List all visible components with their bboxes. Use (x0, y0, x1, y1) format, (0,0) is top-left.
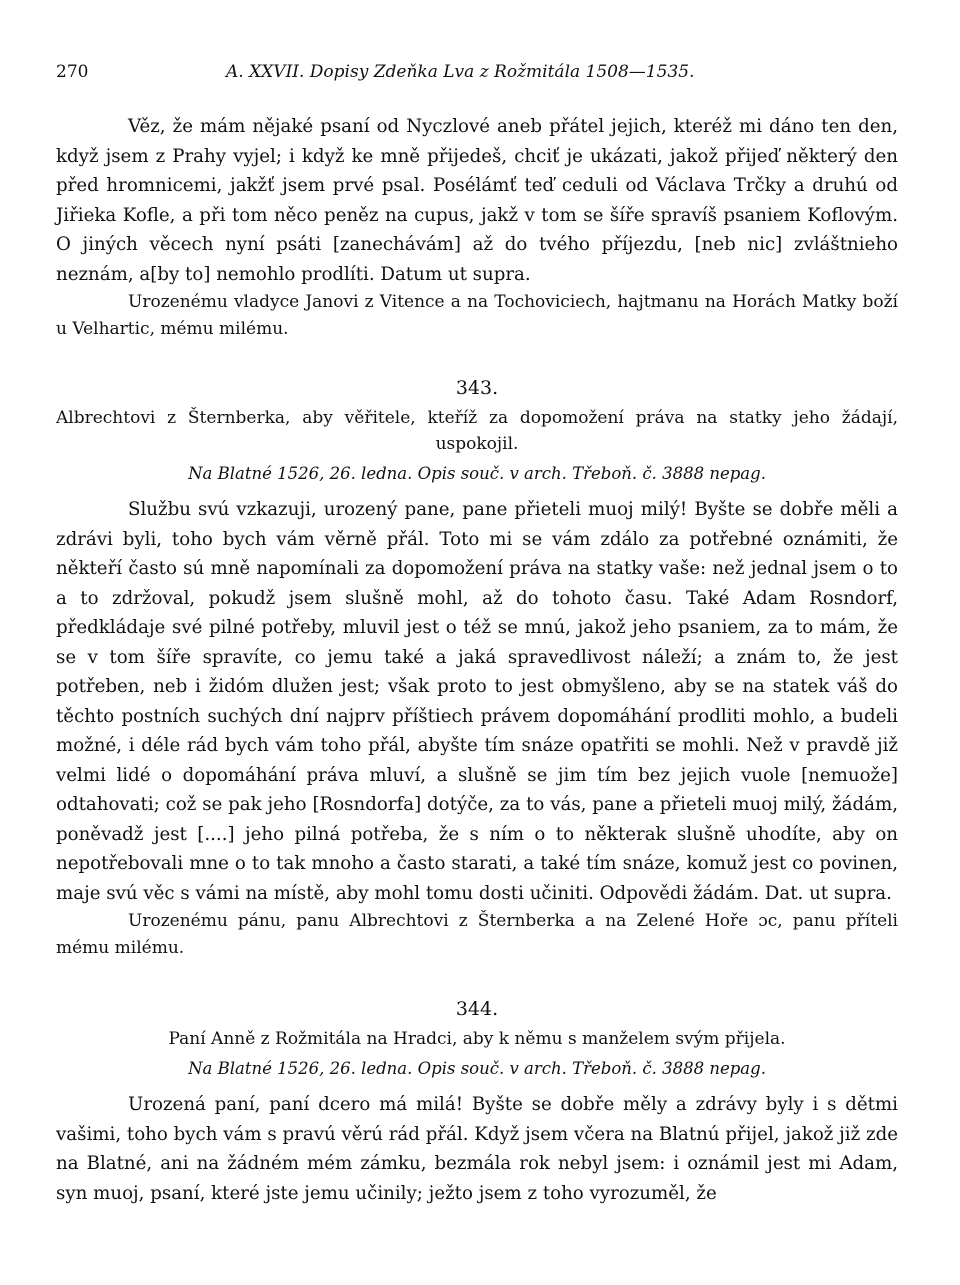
letter-342-body: Věz, že mám nějaké psaní od Nyczlové aneb přátel jejich, kteréž mi dáno ten den, když jsem z Prahy vyjel; i když ke mně přijedeš, chciť je ukázati, jakož přijeď některý den před hromnicemi, jakžť jsem prvé psal. Posélámť teď ceduli od Václava Trčky a druhú od Jiřieka Kofle, a při tom něco peněz na cupus, jakž v tom se šíře spravíš psaniem Koflovým. O jiných věcech nyní psáti [zanechávám] až do tvého příjezdu, [neb nic] zvláštnieho neznám, a[by to] nemohlo prodlíti. Datum ut supra. (56, 116, 898, 285)
letter-344-summary: Paní Anně z Rožmitála na Hradci, aby k němu s manželem svým přijela. (168, 1029, 786, 1049)
letter-343-number: 343. (455, 377, 499, 399)
letter-343-summary: Albrechtovi z Šternberka, aby věřitele, kteříž za dopomožení práva na statky jeho žádají, uspokojil. (56, 408, 898, 454)
letter-344-number: 344. (455, 998, 499, 1020)
page-header (56, 62, 898, 92)
document-page (56, 62, 898, 1208)
letter-344-source: Na Blatné 1526, 26. ledna. Opis souč. v arch. Třeboň. č. 3888 nepag. (188, 1059, 766, 1078)
running-title: A. XXVII. Dopisy Zdeňka Lva z Rožmitála 1508—1535. (226, 62, 695, 82)
letter-342-address: Urozenému vladyce Janovi z Vitence a na Tochoviciech, hajtmanu na Horách Matky boží u Velhartic, mému milému. (56, 292, 898, 339)
letter-343-address: Urozenému pánu, panu Albrechtovi z Šternberka a na Zelené Hoře ɔc, panu příteli mému milému. (56, 911, 898, 958)
letter-343-source: Na Blatné 1526, 26. ledna. Opis souč. v arch. Třeboň. č. 3888 nepag. (188, 464, 766, 483)
letter-343-body: Službu svú vzkazuji, urozený pane, pane přieteli muoj milý! Byšte se dobře měli a zdrávi byli, toho bych vám věrně přál. Toto mi se vám zdálo za potřebné oznámiti, že někteří často sú mně napomínali za dopomožení práva na statky vaše: než jednal jsem o to a to zdržoval, pokudž jsem slušně mohl, až do tohoto času. Také Adam Rosndorf, předkládaje své pilné potřeby, mluvil jest o též se mnú, jakož jeho psaniem, za to mám, že se v tom šíře spravíte, co jemu také a jaká spravedlivost náleží; a znám to, že jest potřeben, neb i židóm dlužen jest; však proto to jest obmyšleno, aby se na statek váš do těchto postních suchých dní najprv příštiech právem dopomáhání prodliti mohlo, a budeli možné, i déle rád bych vám toho přál, abyšte tím snáze opatřiti se mohli. Než v pravdě již velmi lidé o dopomáhání práva mluví, a slušně se jim tím bez jejich vuole [nemuože] odtahovati; což se pak jeho [Rosndorfa] dotýče, za to vás, pane a přieteli muoj milý, žádám, poněvadž jest [....] jeho pilná potřeba, že s ním o to některak slušně uhodíte, aby on nepotřebovali mne o to tak mnoho a často starati, a také tím snáze, komuž jest co povinen, maje svú věc s vámi na místě, aby mohl tomu dosti učiniti. Odpovědi žádám. Dat. ut supra. (56, 499, 898, 904)
letter-344-body: Urozená paní, paní dcero má milá! Byšte se dobře měly a zdrávy byly i s dětmi vašimi, toho bych vám s pravú věrú rád přál. Když jsem včera na Blatnú přijel, jakož již zde na Blatné, ani na žádném mém zámku, bezmála rok nebyl jsem: i oznámil jest mi Adam, syn muoj, psaní, které jste jemu učinily; ježto jsem z toho vyrozuměl, že (56, 1094, 898, 1204)
page-number: 270 (56, 62, 89, 82)
